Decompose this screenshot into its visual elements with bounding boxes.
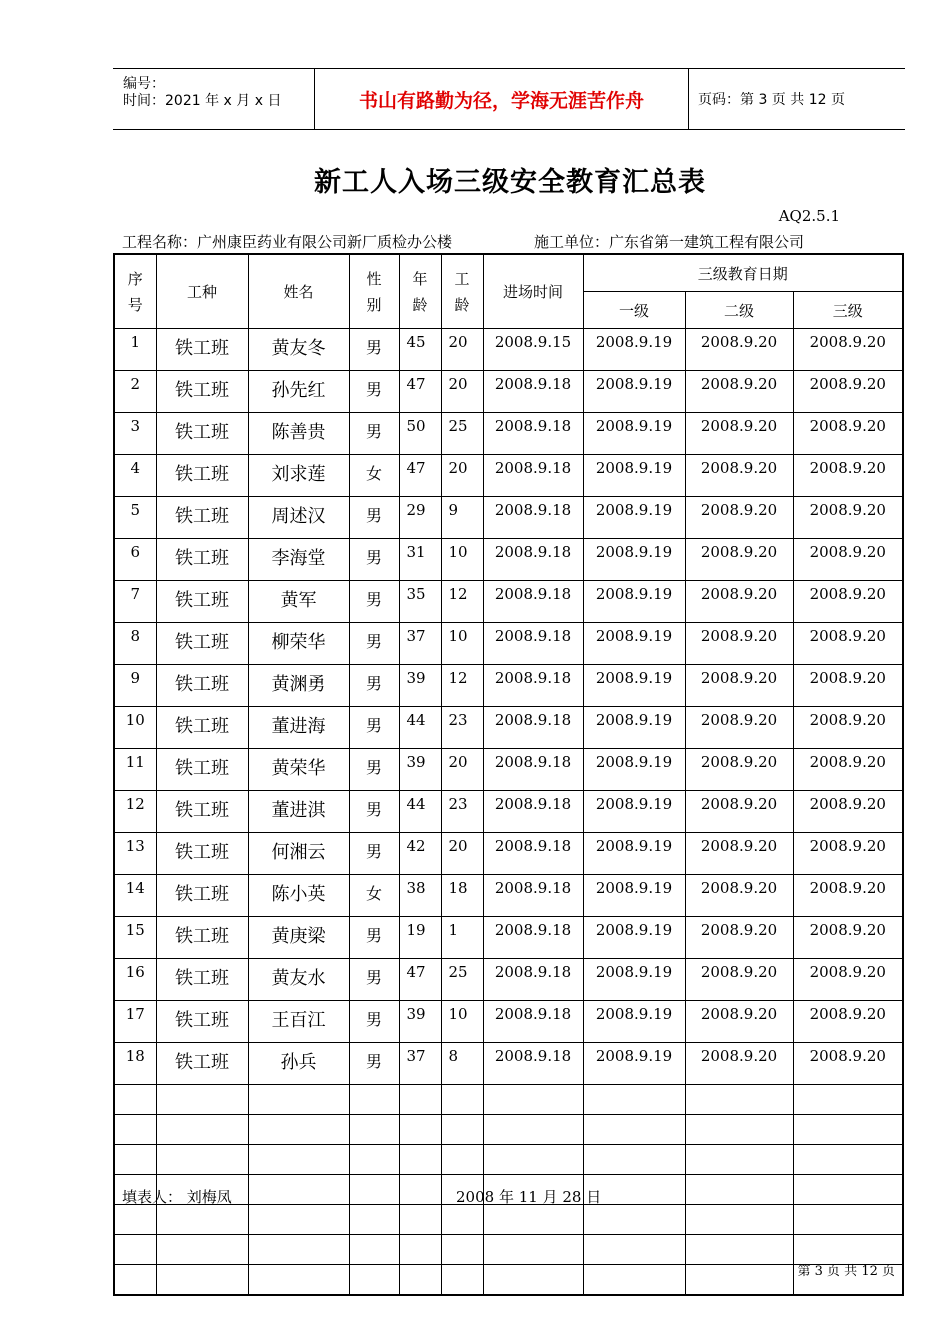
cell-name: 黄荣华 (248, 749, 349, 791)
cell-entry: 2008.9.18 (483, 497, 583, 539)
number-label: 编号： (123, 76, 165, 92)
cell-seq: 13 (114, 833, 156, 875)
cell-d2: 2008.9.20 (685, 959, 793, 1001)
cell-d1: 2008.9.19 (583, 833, 685, 875)
cell-d3: 2008.9.20 (793, 413, 903, 455)
cell-trade: 铁工班 (156, 875, 248, 917)
table-row (114, 371, 903, 413)
cell-d2: 2008.9.20 (685, 707, 793, 749)
cell-d2: 2008.9.20 (685, 749, 793, 791)
education-summary-table (113, 253, 904, 1296)
cell-trade: 铁工班 (156, 581, 248, 623)
cell-entry: 2008.9.18 (483, 917, 583, 959)
empty-cell (349, 1175, 399, 1205)
cell-d2: 2008.9.20 (685, 833, 793, 875)
cell-trade: 铁工班 (156, 455, 248, 497)
cell-trade: 铁工班 (156, 749, 248, 791)
header-info-cell (113, 69, 315, 129)
header-page-cell (690, 69, 905, 129)
cell-age: 44 (399, 707, 441, 749)
empty-cell (114, 1085, 156, 1115)
cell-d3: 2008.9.20 (793, 623, 903, 665)
cell-age: 47 (399, 371, 441, 413)
cell-age: 39 (399, 1001, 441, 1043)
empty-cell (483, 1145, 583, 1175)
table-row (114, 749, 903, 791)
cell-d2: 2008.9.20 (685, 413, 793, 455)
empty-cell (685, 1265, 793, 1296)
cell-seq: 15 (114, 917, 156, 959)
cell-d1: 2008.9.19 (583, 623, 685, 665)
cell-gender: 女 (349, 455, 399, 497)
cell-years: 20 (441, 329, 483, 371)
cell-gender: 男 (349, 833, 399, 875)
cell-years: 20 (441, 455, 483, 497)
cell-age: 50 (399, 413, 441, 455)
cell-d3: 2008.9.20 (793, 455, 903, 497)
cell-d1: 2008.9.19 (583, 1043, 685, 1085)
cell-d2: 2008.9.20 (685, 665, 793, 707)
cell-seq: 3 (114, 413, 156, 455)
empty-cell (441, 1115, 483, 1145)
cell-age: 31 (399, 539, 441, 581)
empty-cell (793, 1175, 903, 1205)
empty-cell (114, 1235, 156, 1265)
empty-row (114, 1235, 903, 1265)
cell-name: 孙兵 (248, 1043, 349, 1085)
cell-name: 黄庚梁 (248, 917, 349, 959)
empty-cell (349, 1265, 399, 1296)
empty-cell (583, 1115, 685, 1145)
table-row (114, 623, 903, 665)
empty-row (114, 1085, 903, 1115)
header-gender: 性 别 (349, 254, 399, 329)
cell-name: 陈小英 (248, 875, 349, 917)
empty-cell (248, 1085, 349, 1115)
empty-cell (399, 1175, 441, 1205)
cell-d1: 2008.9.19 (583, 329, 685, 371)
cell-years: 12 (441, 581, 483, 623)
empty-row (114, 1145, 903, 1175)
cell-age: 29 (399, 497, 441, 539)
empty-cell (156, 1235, 248, 1265)
cell-name: 孙先红 (248, 371, 349, 413)
cell-d3: 2008.9.20 (793, 665, 903, 707)
header-years: 工 龄 (441, 254, 483, 329)
cell-name: 周述汉 (248, 497, 349, 539)
cell-d3: 2008.9.20 (793, 707, 903, 749)
empty-cell (685, 1115, 793, 1145)
cell-trade: 铁工班 (156, 665, 248, 707)
table-row (114, 707, 903, 749)
cell-name: 董进海 (248, 707, 349, 749)
project-name: 工程名称：广州康臣药业有限公司新厂质检办公楼 (122, 233, 453, 251)
cell-d3: 2008.9.20 (793, 497, 903, 539)
empty-cell (483, 1115, 583, 1145)
cell-d3: 2008.9.20 (793, 959, 903, 1001)
cell-entry: 2008.9.18 (483, 413, 583, 455)
cell-years: 8 (441, 1043, 483, 1085)
table-row (114, 959, 903, 1001)
cell-seq: 10 (114, 707, 156, 749)
empty-cell (441, 1265, 483, 1296)
cell-name: 陈善贵 (248, 413, 349, 455)
motto-text: 书山有路勤为径，学海无涯苦作舟 (358, 89, 644, 112)
cell-gender: 男 (349, 707, 399, 749)
cell-age: 35 (399, 581, 441, 623)
empty-cell (248, 1115, 349, 1145)
cell-entry: 2008.9.18 (483, 539, 583, 581)
empty-cell (483, 1085, 583, 1115)
cell-gender: 男 (349, 623, 399, 665)
empty-cell (114, 1145, 156, 1175)
cell-age: 39 (399, 749, 441, 791)
cell-years: 10 (441, 539, 483, 581)
empty-cell (399, 1115, 441, 1145)
empty-row (114, 1205, 903, 1235)
cell-age: 42 (399, 833, 441, 875)
empty-cell (349, 1115, 399, 1145)
page-header (113, 68, 905, 130)
empty-cell (399, 1265, 441, 1296)
cell-d1: 2008.9.19 (583, 917, 685, 959)
cell-d3: 2008.9.20 (793, 833, 903, 875)
cell-trade: 铁工班 (156, 1043, 248, 1085)
cell-entry: 2008.9.18 (483, 875, 583, 917)
table-row (114, 455, 903, 497)
cell-seq: 14 (114, 875, 156, 917)
cell-age: 47 (399, 959, 441, 1001)
cell-trade: 铁工班 (156, 539, 248, 581)
cell-seq: 6 (114, 539, 156, 581)
cell-d1: 2008.9.19 (583, 413, 685, 455)
header-name: 姓名 (248, 254, 349, 329)
cell-d3: 2008.9.20 (793, 581, 903, 623)
empty-cell (248, 1265, 349, 1296)
cell-d2: 2008.9.20 (685, 329, 793, 371)
cell-trade: 铁工班 (156, 917, 248, 959)
cell-gender: 男 (349, 1043, 399, 1085)
cell-name: 王百江 (248, 1001, 349, 1043)
empty-cell (248, 1235, 349, 1265)
empty-cell (483, 1235, 583, 1265)
empty-cell (583, 1265, 685, 1296)
empty-cell (441, 1235, 483, 1265)
empty-row (114, 1115, 903, 1145)
cell-d2: 2008.9.20 (685, 1001, 793, 1043)
cell-seq: 16 (114, 959, 156, 1001)
header-level-3: 三级 (793, 292, 903, 329)
cell-gender: 男 (349, 665, 399, 707)
cell-seq: 18 (114, 1043, 156, 1085)
cell-d3: 2008.9.20 (793, 917, 903, 959)
table-row (114, 875, 903, 917)
empty-cell (399, 1145, 441, 1175)
cell-gender: 男 (349, 413, 399, 455)
cell-d1: 2008.9.19 (583, 665, 685, 707)
cell-entry: 2008.9.18 (483, 749, 583, 791)
cell-seq: 7 (114, 581, 156, 623)
cell-d2: 2008.9.20 (685, 875, 793, 917)
cell-years: 12 (441, 665, 483, 707)
empty-cell (685, 1085, 793, 1115)
cell-age: 45 (399, 329, 441, 371)
table-row (114, 1043, 903, 1085)
cell-name: 李海堂 (248, 539, 349, 581)
cell-age: 38 (399, 875, 441, 917)
empty-cell (114, 1115, 156, 1145)
form-filler: 填表人： 刘梅凤 (122, 1188, 232, 1206)
cell-years: 20 (441, 749, 483, 791)
table-row (114, 833, 903, 875)
cell-d3: 2008.9.20 (793, 329, 903, 371)
cell-years: 20 (441, 833, 483, 875)
table-row (114, 1001, 903, 1043)
empty-cell (441, 1145, 483, 1175)
table-row (114, 581, 903, 623)
empty-cell (685, 1145, 793, 1175)
cell-gender: 男 (349, 329, 399, 371)
cell-entry: 2008.9.18 (483, 707, 583, 749)
cell-gender: 男 (349, 917, 399, 959)
empty-cell (248, 1205, 349, 1235)
cell-name: 何湘云 (248, 833, 349, 875)
empty-cell (583, 1145, 685, 1175)
cell-d1: 2008.9.19 (583, 1001, 685, 1043)
cell-trade: 铁工班 (156, 497, 248, 539)
header-seq: 序 号 (114, 254, 156, 329)
cell-trade: 铁工班 (156, 707, 248, 749)
cell-d2: 2008.9.20 (685, 623, 793, 665)
cell-d1: 2008.9.19 (583, 497, 685, 539)
table-row (114, 497, 903, 539)
empty-cell (156, 1265, 248, 1296)
empty-cell (583, 1235, 685, 1265)
cell-d3: 2008.9.20 (793, 371, 903, 413)
time-label: 时间：2021 年 x 月 x 日 (123, 93, 282, 109)
empty-cell (399, 1235, 441, 1265)
cell-name: 黄军 (248, 581, 349, 623)
cell-d2: 2008.9.20 (685, 581, 793, 623)
cell-age: 19 (399, 917, 441, 959)
form-date: 2008 年 11 月 28 日 (456, 1188, 602, 1206)
cell-d1: 2008.9.19 (583, 581, 685, 623)
cell-gender: 男 (349, 371, 399, 413)
cell-age: 37 (399, 623, 441, 665)
empty-cell (483, 1205, 583, 1235)
document-code: AQ2.5.1 (778, 207, 840, 225)
cell-name: 黄友冬 (248, 329, 349, 371)
cell-seq: 5 (114, 497, 156, 539)
contractor-name: 施工单位：广东省第一建筑工程有限公司 (534, 233, 805, 251)
cell-gender: 男 (349, 539, 399, 581)
cell-d1: 2008.9.19 (583, 371, 685, 413)
empty-cell (248, 1145, 349, 1175)
empty-cell (583, 1085, 685, 1115)
table-row (114, 539, 903, 581)
cell-trade: 铁工班 (156, 623, 248, 665)
cell-name: 柳荣华 (248, 623, 349, 665)
cell-entry: 2008.9.18 (483, 371, 583, 413)
cell-gender: 男 (349, 1001, 399, 1043)
empty-cell (399, 1085, 441, 1115)
empty-cell (349, 1235, 399, 1265)
empty-cell (156, 1205, 248, 1235)
cell-seq: 11 (114, 749, 156, 791)
cell-entry: 2008.9.18 (483, 665, 583, 707)
empty-cell (156, 1085, 248, 1115)
header-level-2: 二级 (685, 292, 793, 329)
empty-cell (793, 1115, 903, 1145)
cell-years: 18 (441, 875, 483, 917)
empty-cell (685, 1235, 793, 1265)
empty-cell (583, 1205, 685, 1235)
cell-trade: 铁工班 (156, 413, 248, 455)
empty-cell (483, 1265, 583, 1296)
empty-cell (349, 1205, 399, 1235)
cell-seq: 1 (114, 329, 156, 371)
empty-cell (793, 1085, 903, 1115)
cell-entry: 2008.9.18 (483, 959, 583, 1001)
cell-years: 1 (441, 917, 483, 959)
cell-years: 10 (441, 623, 483, 665)
table-row (114, 665, 903, 707)
cell-name: 黄渊勇 (248, 665, 349, 707)
cell-years: 23 (441, 707, 483, 749)
empty-cell (793, 1145, 903, 1175)
cell-trade: 铁工班 (156, 959, 248, 1001)
empty-row (114, 1265, 903, 1296)
cell-d2: 2008.9.20 (685, 791, 793, 833)
cell-gender: 男 (349, 791, 399, 833)
empty-cell (156, 1145, 248, 1175)
page-footer-number: 第 3 页 共 12 页 (797, 1264, 895, 1279)
cell-entry: 2008.9.18 (483, 1001, 583, 1043)
cell-d3: 2008.9.20 (793, 1001, 903, 1043)
cell-entry: 2008.9.18 (483, 1043, 583, 1085)
cell-seq: 12 (114, 791, 156, 833)
cell-gender: 女 (349, 875, 399, 917)
cell-gender: 男 (349, 581, 399, 623)
cell-d2: 2008.9.20 (685, 1043, 793, 1085)
cell-d1: 2008.9.19 (583, 707, 685, 749)
cell-name: 董进淇 (248, 791, 349, 833)
cell-d2: 2008.9.20 (685, 455, 793, 497)
cell-age: 37 (399, 1043, 441, 1085)
cell-d1: 2008.9.19 (583, 455, 685, 497)
cell-d1: 2008.9.19 (583, 749, 685, 791)
cell-years: 25 (441, 413, 483, 455)
cell-d3: 2008.9.20 (793, 791, 903, 833)
cell-gender: 男 (349, 959, 399, 1001)
document-title: 新工人入场三级安全教育汇总表 (314, 167, 706, 198)
cell-trade: 铁工班 (156, 371, 248, 413)
header-age: 年 龄 (399, 254, 441, 329)
cell-d3: 2008.9.20 (793, 539, 903, 581)
cell-years: 23 (441, 791, 483, 833)
cell-d3: 2008.9.20 (793, 749, 903, 791)
header-trade: 工种 (156, 254, 248, 329)
table-row (114, 791, 903, 833)
empty-cell (114, 1205, 156, 1235)
cell-trade: 铁工班 (156, 791, 248, 833)
cell-years: 20 (441, 371, 483, 413)
cell-seq: 8 (114, 623, 156, 665)
cell-entry: 2008.9.18 (483, 623, 583, 665)
header-level-1: 一级 (583, 292, 685, 329)
empty-cell (399, 1205, 441, 1235)
empty-cell (685, 1205, 793, 1235)
cell-d1: 2008.9.19 (583, 539, 685, 581)
cell-years: 25 (441, 959, 483, 1001)
cell-d1: 2008.9.19 (583, 959, 685, 1001)
empty-cell (685, 1175, 793, 1205)
header-entry-time: 进场时间 (483, 254, 583, 329)
cell-trade: 铁工班 (156, 1001, 248, 1043)
cell-seq: 2 (114, 371, 156, 413)
empty-cell (441, 1205, 483, 1235)
cell-trade: 铁工班 (156, 833, 248, 875)
cell-entry: 2008.9.15 (483, 329, 583, 371)
empty-cell (349, 1085, 399, 1115)
empty-cell (248, 1175, 349, 1205)
cell-seq: 17 (114, 1001, 156, 1043)
empty-cell (114, 1265, 156, 1296)
cell-entry: 2008.9.18 (483, 791, 583, 833)
empty-cell (156, 1115, 248, 1145)
cell-years: 10 (441, 1001, 483, 1043)
table-row (114, 413, 903, 455)
cell-d2: 2008.9.20 (685, 497, 793, 539)
cell-entry: 2008.9.18 (483, 581, 583, 623)
cell-name: 黄友水 (248, 959, 349, 1001)
cell-age: 39 (399, 665, 441, 707)
empty-cell (441, 1085, 483, 1115)
empty-cell (793, 1205, 903, 1235)
cell-gender: 男 (349, 497, 399, 539)
table-row (114, 917, 903, 959)
cell-entry: 2008.9.18 (483, 455, 583, 497)
cell-d2: 2008.9.20 (685, 917, 793, 959)
cell-trade: 铁工班 (156, 329, 248, 371)
cell-years: 9 (441, 497, 483, 539)
cell-d2: 2008.9.20 (685, 539, 793, 581)
empty-cell (349, 1145, 399, 1175)
cell-d3: 2008.9.20 (793, 875, 903, 917)
header-education-dates: 三级教育日期 (583, 254, 903, 292)
cell-seq: 9 (114, 665, 156, 707)
cell-entry: 2008.9.18 (483, 833, 583, 875)
cell-age: 44 (399, 791, 441, 833)
cell-seq: 4 (114, 455, 156, 497)
cell-d1: 2008.9.19 (583, 875, 685, 917)
cell-gender: 男 (349, 749, 399, 791)
table-row (114, 329, 903, 371)
page-number-label: 页码：第 3 页 共 12 页 (698, 92, 845, 108)
cell-name: 刘求莲 (248, 455, 349, 497)
cell-age: 47 (399, 455, 441, 497)
cell-d2: 2008.9.20 (685, 371, 793, 413)
cell-d3: 2008.9.20 (793, 1043, 903, 1085)
cell-d1: 2008.9.19 (583, 791, 685, 833)
header-motto-cell (315, 69, 689, 129)
